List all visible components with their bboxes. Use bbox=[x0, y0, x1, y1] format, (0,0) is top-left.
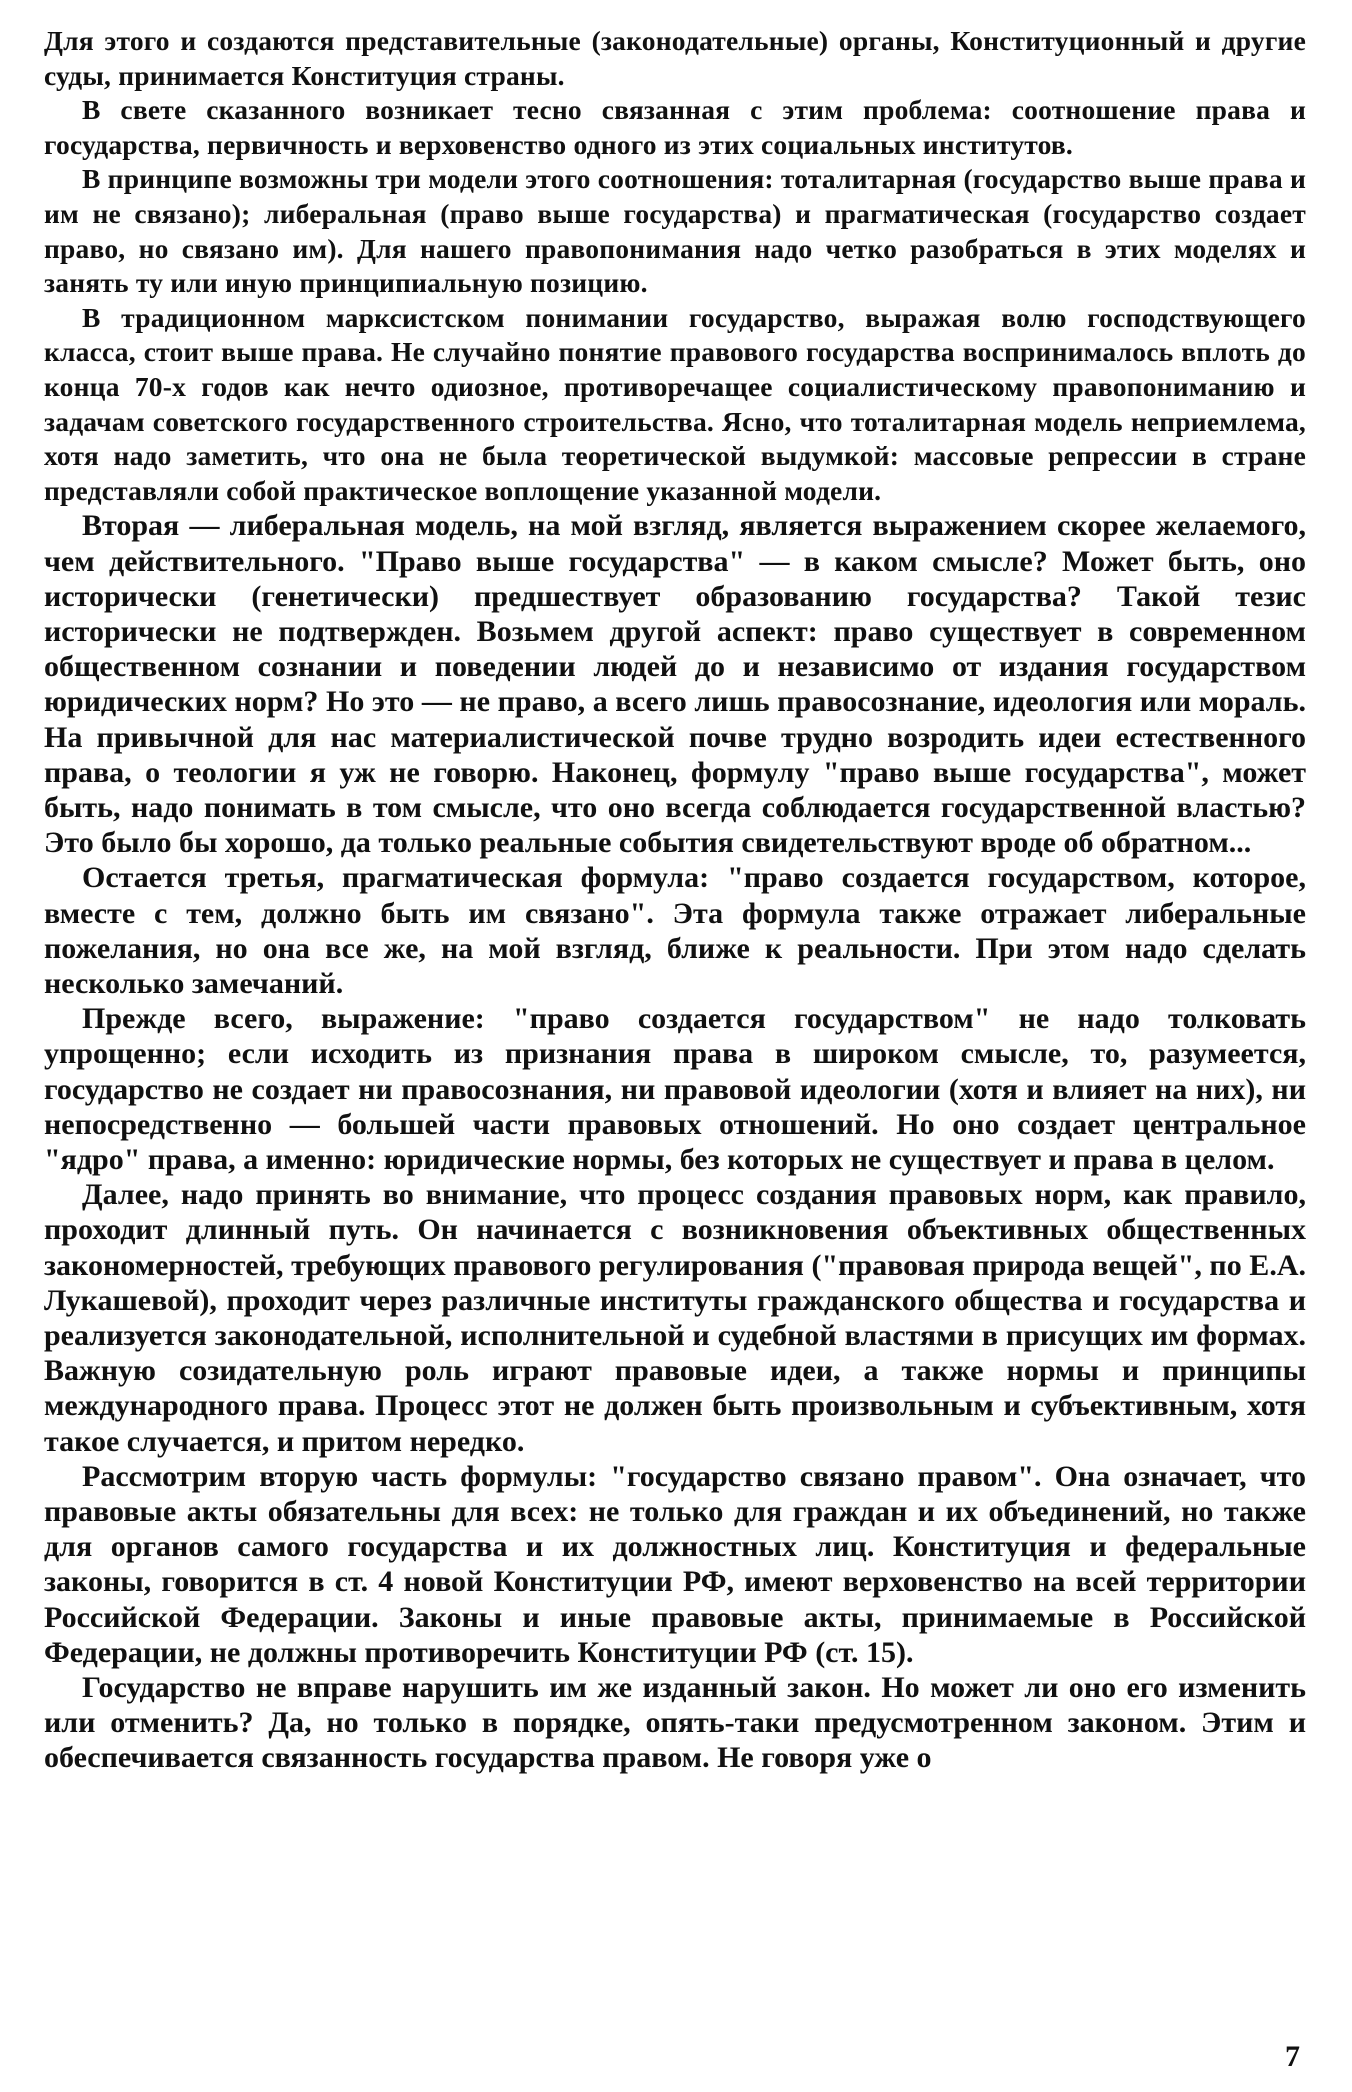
paragraph-5: Вторая — либеральная модель, на мой взгляд, является выражением скорее желаемого, чем действительного. "Право выше государства" — в каком смысле? Может быть, оно исторически (генетически) предшествует образованию государства? Такой тезис исторически не подтвержден. Возьмем другой аспект: право существует в современном общественном сознании и поведении людей до и независимо от издания государством юридических норм? Но это — не право, а всего лишь правосознание, идеология или мораль. На привычной для нас материалистической почве трудно возродить идеи естественного права, о теологии я уж не говорю. Наконец, формулу "право выше государства", может быть, надо понимать в том смысле, что оно всегда соблюдается государственной властью? Это было бы хорошо, да только реальные события свидетельствуют вроде об обратном... bbox=[44, 509, 1306, 860]
paragraph-7: Прежде всего, выражение: "право создается государством" не надо толковать упрощенно; если исходить из признания права в широком смысле, то, разумеется, государство не создает ни правосознания, ни правовой идеологии (хотя и влияет на них), ни непосредственно — большей части правовых отношений. Но оно создает центральное "ядро" права, а именно: юридические нормы, без которых не существует и права в целом. bbox=[44, 1002, 1306, 1176]
paragraph-8: Далее, надо принять во внимание, что процесс создания правовых норм, как правило, проходит длинный путь. Он начинается с возникновения объективных общественных закономерностей, требующих правового регулирования ("правовая природа вещей", по Е.А. Лукашевой), проходит через различные институты гражданского общества и государства и реализуется законодательной, исполнительной и судебной властями в присущих им формах. Важную созидательную роль играют правовые идеи, а также нормы и принципы международного права. Процесс этот не должен быть произвольным и субъективным, хотя такое случается, и притом нередко. bbox=[44, 1178, 1306, 1458]
page-body bbox=[44, 24, 1306, 1776]
paragraph-9: Рассмотрим вторую часть формулы: "государство связано правом". Она означает, что правовые акты обязательны для всех: не только для граждан и их объединений, но также для органов самого государства и их должностных лиц. Конституция и федеральные законы, говорится в ст. 4 новой Конституции РФ, имеют верховенство на всей территории Российской Федерации. Законы и иные правовые акты, принимаемые в Российской Федерации, не должны противоречить Конституции РФ (ст. 15). bbox=[44, 1459, 1306, 1669]
paragraph-10: Государство не вправе нарушить им же изданный закон. Но может ли оно его изменить или отменить? Да, но только в порядке, опять-таки предусмотренном законом. Этим и обеспечивается связанность государства правом. Не говоря уже о bbox=[44, 1671, 1306, 1775]
paragraph-1: Для этого и создаются представительные (законодательные) органы, Конституционный и другие суды, принимается Конституция страны. bbox=[44, 25, 1306, 91]
paragraph-6: Остается третья, прагматическая формула: "право создается государством, которое, вместе с тем, должно быть им связано". Эта формула также отражает либеральные пожелания, но она все же, на мой взгляд, ближе к реальности. При этом надо сделать несколько замечаний. bbox=[44, 861, 1306, 1000]
paragraph-3: В принципе возможны три модели этого соотношения: тоталитарная (государство выше права и им не связано); либеральная (право выше государства) и прагматическая (государство создает право, но связано им). Для нашего правопонимания надо четко разобраться в этих моделях и занять ту или иную принципиальную позицию. bbox=[44, 163, 1306, 299]
page-number: 7 bbox=[1285, 2040, 1300, 2073]
paragraph-4: В традиционном марксистском понимании государство, выражая волю господствующего класса, стоит выше права. Не случайно понятие правового государства воспринималось вплоть до конца 70-х годов как нечто одиозное, противоречащее социалистическому правопониманию и задачам советского государственного строительства. Ясно, что тоталитарная модель неприемлема, хотя надо заметить, что она не была теоретической выдумкой: массовые репрессии в стране представляли собой практическое воплощение указанной модели. bbox=[44, 301, 1306, 506]
paragraph-2: В свете сказанного возникает тесно связанная с этим проблема: соотношение права и государства, первичность и верховенство одного из этих социальных институтов. bbox=[44, 94, 1306, 160]
